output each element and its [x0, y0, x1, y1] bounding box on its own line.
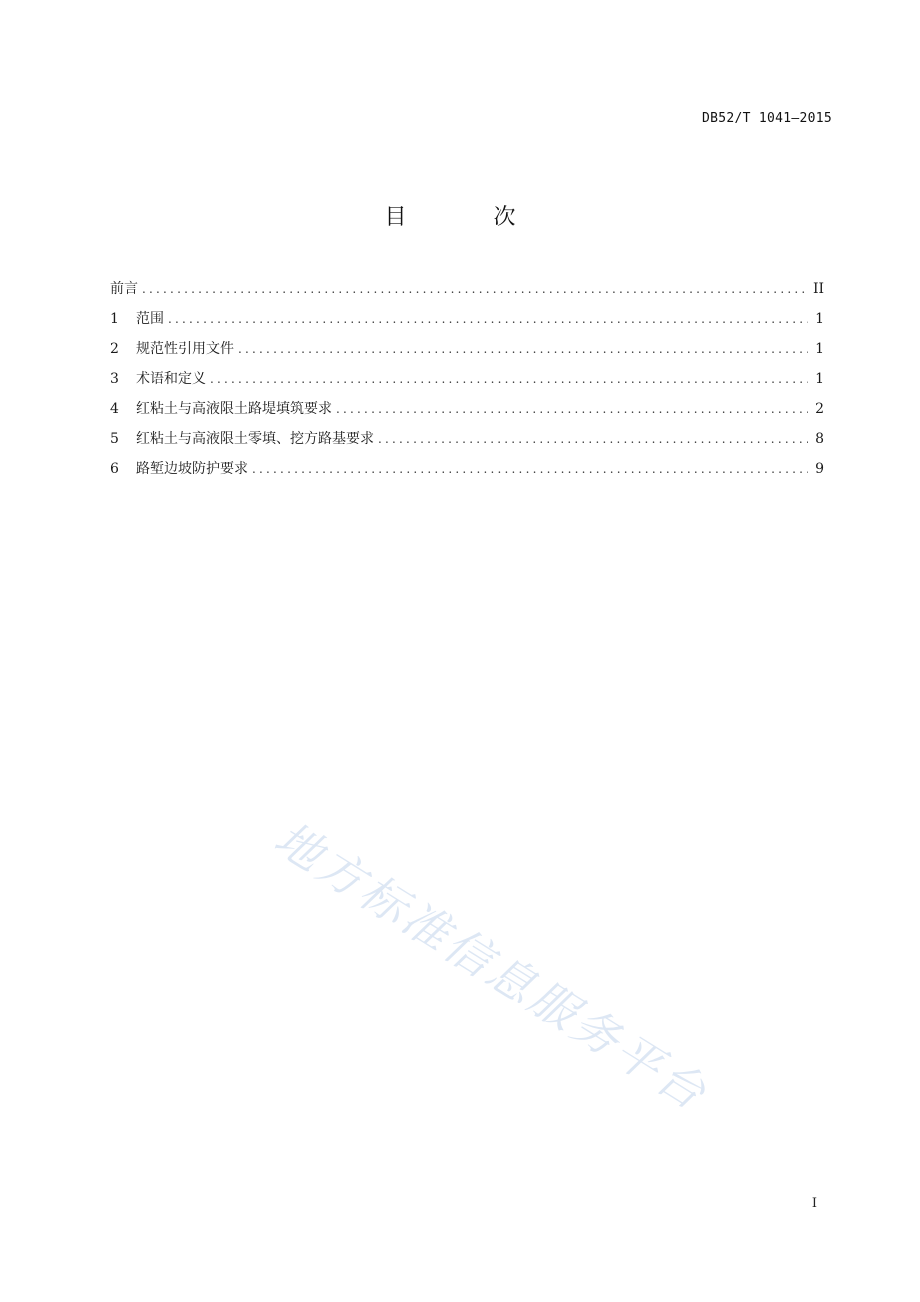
- toc-dot-leader: [210, 367, 808, 391]
- toc-entry-label: 范围: [136, 311, 164, 327]
- toc-dot-leader: [336, 397, 808, 421]
- toc-entry-number: 6: [110, 461, 119, 477]
- watermark-text: 地方标准信息服务平台: [265, 810, 718, 1122]
- toc-entry-label: 路堑边坡防护要求: [136, 461, 248, 477]
- toc-dot-leader: [252, 457, 808, 481]
- toc-entry-page: 1: [815, 311, 824, 327]
- document-code: DB52/T 1041—2015: [701, 111, 832, 126]
- toc-dot-leader: [378, 427, 808, 451]
- toc-dot-leader: [142, 277, 807, 301]
- toc-entry-page: 2: [815, 401, 824, 417]
- toc-entry-number: 1: [110, 311, 119, 327]
- toc-entry-number: 3: [110, 371, 119, 387]
- toc-entry-page: II: [812, 281, 824, 297]
- toc-entry-number: 4: [110, 401, 119, 417]
- toc-entry-normative-references[interactable]: [110, 337, 824, 367]
- toc-dot-leader: [168, 307, 808, 331]
- toc-entry-number: 5: [110, 431, 119, 447]
- toc-entry-page: 9: [815, 461, 824, 477]
- table-of-contents: [110, 277, 824, 487]
- toc-entry-label: 规范性引用文件: [136, 341, 234, 357]
- toc-entry-label: 前言: [110, 281, 138, 297]
- toc-entry-slope-protection[interactable]: [110, 457, 824, 487]
- toc-title: 目 次: [384, 205, 556, 230]
- toc-entry-scope[interactable]: [110, 307, 824, 337]
- toc-entry-page: 1: [815, 341, 824, 357]
- toc-dot-leader: [238, 337, 808, 361]
- toc-entry-terms-definitions[interactable]: [110, 367, 824, 397]
- toc-entry-foreword[interactable]: [110, 277, 824, 307]
- toc-entry-label: 红粘土与高液限土路堤填筑要求: [136, 401, 332, 417]
- toc-entry-page: 1: [815, 371, 824, 387]
- toc-entry-label: 红粘土与高液限土零填、挖方路基要求: [136, 431, 374, 447]
- toc-entry-embankment-requirements[interactable]: [110, 397, 824, 427]
- toc-entry-number: 2: [110, 341, 119, 357]
- toc-entry-cut-subgrade-requirements[interactable]: [110, 427, 824, 457]
- toc-entry-page: 8: [815, 431, 824, 447]
- page-number: I: [811, 1196, 817, 1211]
- toc-entry-label: 术语和定义: [136, 371, 206, 387]
